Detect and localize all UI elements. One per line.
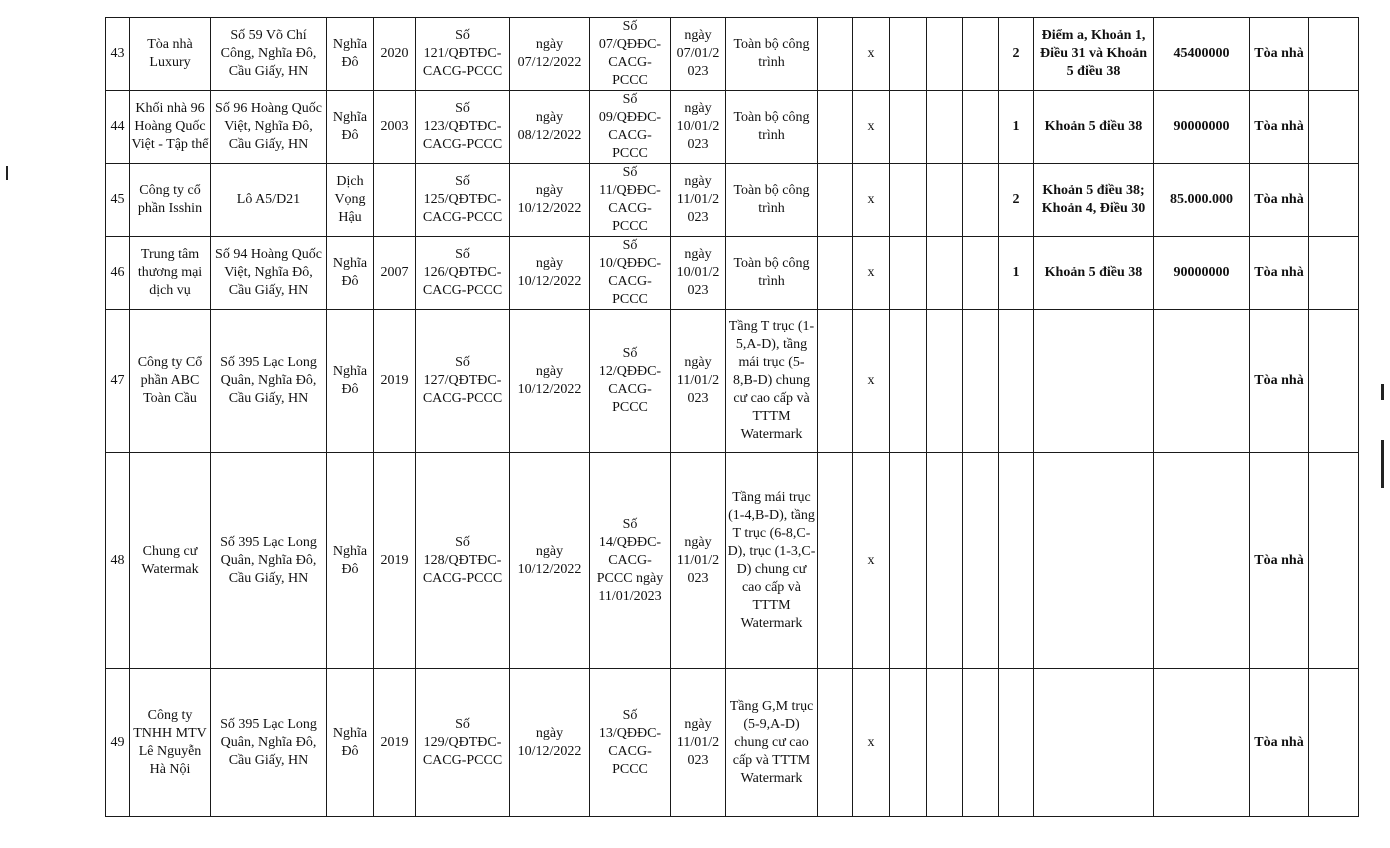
table-row	[106, 310, 1359, 453]
fine-amount: 85.000.000	[1154, 164, 1250, 237]
row-number: 49	[106, 669, 130, 817]
decision-number: Số 127/QĐTĐC-CACG-PCCC	[416, 310, 510, 453]
empty-cell	[1309, 91, 1359, 164]
violation-count	[999, 310, 1034, 453]
empty-cell	[927, 310, 963, 453]
empty-cell	[818, 237, 853, 310]
decision-number: Số 125/QĐTĐC-CACG-PCCC	[416, 164, 510, 237]
year: 2020	[374, 18, 416, 91]
scope: Tầng T trục (1-5,A-D), tầng mái trục (5-8,B-D) chung cư cao cấp và TTTM Watermark	[726, 310, 818, 453]
facility-address: Số 59 Võ Chí Công, Nghĩa Đô, Cầu Giấy, HN	[211, 18, 327, 91]
legal-clause	[1034, 310, 1154, 453]
facility-name: Khối nhà 96 Hoàng Quốc Việt - Tập thể	[130, 91, 211, 164]
facility-type: Tòa nhà	[1250, 91, 1309, 164]
empty-cell	[963, 237, 999, 310]
facility-address: Số 94 Hoàng Quốc Việt, Nghĩa Đô, Cầu Giấy, HN	[211, 237, 327, 310]
decision-number: Số 128/QĐTĐC-CACG-PCCC	[416, 453, 510, 669]
mark-cell: x	[853, 164, 890, 237]
facility-address: Số 395 Lạc Long Quân, Nghĩa Đô, Cầu Giấy, HN	[211, 453, 327, 669]
decision-number: Số 123/QĐTĐC-CACG-PCCC	[416, 91, 510, 164]
decision-number: Số 121/QĐTĐC-CACG-PCCC	[416, 18, 510, 91]
empty-cell	[890, 669, 927, 817]
empty-cell	[890, 164, 927, 237]
scan-mark	[1381, 384, 1384, 400]
year: 2019	[374, 310, 416, 453]
facility-type: Tòa nhà	[1250, 453, 1309, 669]
fine-amount	[1154, 453, 1250, 669]
empty-cell	[1309, 237, 1359, 310]
empty-cell	[963, 310, 999, 453]
suspension-number: Số 09/QĐĐC-CACG-PCCC	[590, 91, 671, 164]
mark-cell: x	[853, 237, 890, 310]
decision-date: ngày 10/12/2022	[510, 669, 590, 817]
suspension-number: Số 10/QĐĐC-CACG-PCCC	[590, 237, 671, 310]
decision-date: ngày 08/12/2022	[510, 91, 590, 164]
facility-address: Số 96 Hoàng Quốc Việt, Nghĩa Đô, Cầu Giấy, HN	[211, 91, 327, 164]
ward: Nghĩa Đô	[327, 669, 374, 817]
facility-name: Công ty cổ phần Isshin	[130, 164, 211, 237]
table-row	[106, 164, 1359, 237]
table-row	[106, 18, 1359, 91]
suspension-date: ngày 11/01/2 023	[671, 164, 726, 237]
fine-amount: 90000000	[1154, 91, 1250, 164]
facility-name: Tòa nhà Luxury	[130, 18, 211, 91]
fine-amount	[1154, 310, 1250, 453]
decision-date: ngày 10/12/2022	[510, 310, 590, 453]
violation-table	[105, 17, 1359, 817]
suspension-number: Số 14/QĐĐC-CACG-PCCC ngày 11/01/2023	[590, 453, 671, 669]
year: 2007	[374, 237, 416, 310]
facility-name: Công ty TNHH MTV Lê Nguyễn Hà Nội	[130, 669, 211, 817]
empty-cell	[927, 18, 963, 91]
violation-count: 2	[999, 164, 1034, 237]
table-row	[106, 237, 1359, 310]
scope: Toàn bộ công trình	[726, 164, 818, 237]
suspension-number: Số 12/QĐĐC-CACG-PCCC	[590, 310, 671, 453]
empty-cell	[890, 91, 927, 164]
legal-clause: Điểm a, Khoản 1, Điều 31 và Khoản 5 điều 38	[1034, 18, 1154, 91]
decision-date: ngày 10/12/2022	[510, 237, 590, 310]
year: 2019	[374, 669, 416, 817]
legal-clause	[1034, 453, 1154, 669]
empty-cell	[818, 164, 853, 237]
ward: Nghĩa Đô	[327, 18, 374, 91]
violation-count: 2	[999, 18, 1034, 91]
violation-count	[999, 669, 1034, 817]
mark-cell: x	[853, 310, 890, 453]
decision-date: ngày 10/12/2022	[510, 453, 590, 669]
facility-type: Tòa nhà	[1250, 669, 1309, 817]
legal-clause: Khoản 5 điều 38	[1034, 91, 1154, 164]
suspension-number: Số 13/QĐĐC-CACG-PCCC	[590, 669, 671, 817]
table-body	[106, 18, 1359, 817]
empty-cell	[890, 310, 927, 453]
scope: Toàn bộ công trình	[726, 237, 818, 310]
scope: Tầng G,M trục (5-9,A-D) chung cư cao cấp và TTTM Watermark	[726, 669, 818, 817]
empty-cell	[818, 18, 853, 91]
mark-cell: x	[853, 18, 890, 91]
decision-number: Số 129/QĐTĐC-CACG-PCCC	[416, 669, 510, 817]
year: 2003	[374, 91, 416, 164]
table-row	[106, 91, 1359, 164]
mark-cell: x	[853, 453, 890, 669]
row-number: 46	[106, 237, 130, 310]
suspension-date: ngày 07/01/2 023	[671, 18, 726, 91]
facility-address: Lô A5/D21	[211, 164, 327, 237]
row-number: 48	[106, 453, 130, 669]
facility-name: Trung tâm thương mại dịch vụ	[130, 237, 211, 310]
facility-type: Tòa nhà	[1250, 237, 1309, 310]
empty-cell	[963, 669, 999, 817]
table-row	[106, 453, 1359, 669]
table-row	[106, 669, 1359, 817]
legal-clause: Khoản 5 điều 38	[1034, 237, 1154, 310]
suspension-number: Số 07/QĐĐC-CACG-PCCC	[590, 18, 671, 91]
suspension-date: ngày 10/01/2 023	[671, 237, 726, 310]
facility-type: Tòa nhà	[1250, 164, 1309, 237]
empty-cell	[963, 18, 999, 91]
facility-address: Số 395 Lạc Long Quân, Nghĩa Đô, Cầu Giấy, HN	[211, 669, 327, 817]
fine-amount	[1154, 669, 1250, 817]
scope: Toàn bộ công trình	[726, 91, 818, 164]
row-number: 43	[106, 18, 130, 91]
legal-clause	[1034, 669, 1154, 817]
empty-cell	[818, 669, 853, 817]
empty-cell	[1309, 18, 1359, 91]
empty-cell	[927, 669, 963, 817]
scan-mark	[6, 166, 8, 180]
facility-type: Tòa nhà	[1250, 310, 1309, 453]
empty-cell	[890, 237, 927, 310]
empty-cell	[927, 453, 963, 669]
suspension-number: Số 11/QĐĐC-CACG-PCCC	[590, 164, 671, 237]
ward: Nghĩa Đô	[327, 91, 374, 164]
ward: Nghĩa Đô	[327, 453, 374, 669]
decision-date: ngày 07/12/2022	[510, 18, 590, 91]
empty-cell	[890, 453, 927, 669]
scan-mark	[1381, 440, 1384, 488]
row-number: 44	[106, 91, 130, 164]
suspension-date: ngày 10/01/2 023	[671, 91, 726, 164]
mark-cell: x	[853, 669, 890, 817]
legal-clause: Khoản 5 điều 38; Khoản 4, Điều 30	[1034, 164, 1154, 237]
empty-cell	[818, 91, 853, 164]
suspension-date: ngày 11/01/2 023	[671, 310, 726, 453]
row-number: 47	[106, 310, 130, 453]
violation-count	[999, 453, 1034, 669]
suspension-date: ngày 11/01/2 023	[671, 669, 726, 817]
mark-cell: x	[853, 91, 890, 164]
empty-cell	[1309, 164, 1359, 237]
empty-cell	[1309, 669, 1359, 817]
fine-amount: 45400000	[1154, 18, 1250, 91]
scope: Tầng mái trục (1-4,B-D), tầng T trục (6-8,C-D), trục (1-3,C-D) chung cư cao cấp và TTTM Watermark	[726, 453, 818, 669]
empty-cell	[890, 18, 927, 91]
decision-number: Số 126/QĐTĐC-CACG-PCCC	[416, 237, 510, 310]
scope: Toàn bộ công trình	[726, 18, 818, 91]
suspension-date: ngày 11/01/2 023	[671, 453, 726, 669]
empty-cell	[963, 91, 999, 164]
empty-cell	[927, 91, 963, 164]
empty-cell	[818, 453, 853, 669]
facility-name: Chung cư Watermak	[130, 453, 211, 669]
row-number: 45	[106, 164, 130, 237]
ward: Nghĩa Đô	[327, 310, 374, 453]
empty-cell	[927, 164, 963, 237]
facility-name: Công ty Cổ phần ABC Toàn Cầu	[130, 310, 211, 453]
violation-count: 1	[999, 91, 1034, 164]
facility-address: Số 395 Lạc Long Quân, Nghĩa Đô, Cầu Giấy, HN	[211, 310, 327, 453]
year	[374, 164, 416, 237]
facility-type: Tòa nhà	[1250, 18, 1309, 91]
decision-date: ngày 10/12/2022	[510, 164, 590, 237]
empty-cell	[1309, 453, 1359, 669]
empty-cell	[927, 237, 963, 310]
empty-cell	[963, 164, 999, 237]
ward: Nghĩa Đô	[327, 237, 374, 310]
fine-amount: 90000000	[1154, 237, 1250, 310]
empty-cell	[818, 310, 853, 453]
ward: Dịch Vọng Hậu	[327, 164, 374, 237]
empty-cell	[1309, 310, 1359, 453]
year: 2019	[374, 453, 416, 669]
empty-cell	[963, 453, 999, 669]
violation-count: 1	[999, 237, 1034, 310]
